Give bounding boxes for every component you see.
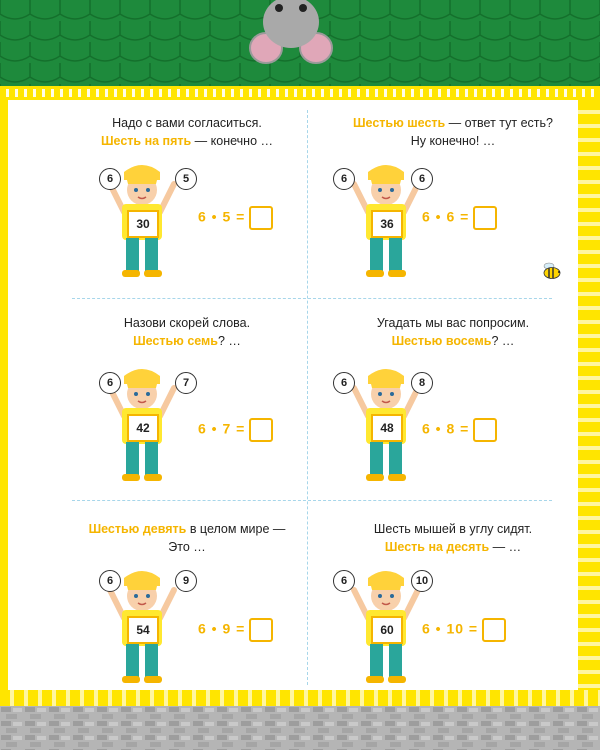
factor-left-badge: 6 bbox=[333, 168, 355, 190]
rhyme-rest: ? … bbox=[218, 334, 241, 348]
rhyme-line-2 bbox=[52, 134, 322, 148]
factor-right-badge: 5 bbox=[175, 168, 197, 190]
factor-right-badge: 9 bbox=[175, 570, 197, 592]
rhyme-line-1 bbox=[52, 522, 322, 536]
product-sign: 54 bbox=[127, 616, 159, 644]
product-sign: 60 bbox=[371, 616, 403, 644]
answer-box[interactable] bbox=[249, 418, 273, 442]
product-sign: 42 bbox=[127, 414, 159, 442]
answer-box[interactable] bbox=[473, 206, 497, 230]
answer-box[interactable] bbox=[482, 618, 506, 642]
equation-text: 6 • 10 = bbox=[422, 620, 479, 637]
equation-text: 6 • 8 = bbox=[422, 420, 470, 437]
answer-box[interactable] bbox=[473, 418, 497, 442]
problem-cell-4 bbox=[318, 312, 588, 512]
rhyme-highlight: Шестью восемь bbox=[391, 334, 492, 348]
equation-text: 6 • 9 = bbox=[198, 620, 246, 637]
factor-left-badge: 6 bbox=[333, 570, 355, 592]
factor-left-badge: 6 bbox=[333, 372, 355, 394]
rhyme-rest: — … bbox=[489, 540, 522, 554]
rhyme-line-1 bbox=[318, 116, 588, 130]
problem-cell-2 bbox=[318, 112, 588, 312]
mouse-icon bbox=[246, 0, 336, 66]
factor-left-badge: 6 bbox=[99, 372, 121, 394]
factor-right-badge: 10 bbox=[411, 570, 433, 592]
answer-box[interactable] bbox=[249, 206, 273, 230]
rhyme-line-2 bbox=[318, 540, 588, 554]
equation bbox=[422, 206, 497, 230]
frame-top-pattern bbox=[0, 89, 600, 97]
answer-box[interactable] bbox=[249, 618, 273, 642]
equation bbox=[198, 418, 273, 442]
factor-right-badge: 6 bbox=[411, 168, 433, 190]
rhyme-rest: — конечно … bbox=[191, 134, 273, 148]
problem-cell-6 bbox=[318, 518, 588, 718]
product-sign: 30 bbox=[127, 210, 159, 238]
equation bbox=[198, 206, 273, 230]
rhyme-line-2: Ну конечно! … bbox=[410, 134, 496, 148]
rhyme-highlight: Шестью девять bbox=[88, 522, 187, 536]
problem-cell-1 bbox=[52, 112, 322, 312]
rhyme-line-1: Надо с вами согласиться. bbox=[112, 116, 262, 130]
equation-text: 6 • 6 = bbox=[422, 208, 470, 225]
equation bbox=[198, 618, 273, 642]
rhyme-highlight: Шесть на десять bbox=[384, 540, 490, 554]
product-sign: 36 bbox=[371, 210, 403, 238]
rhyme-line-1: Шесть мышей в углу сидят. bbox=[373, 522, 533, 536]
rhyme-rest: — ответ тут есть? bbox=[445, 116, 553, 130]
factor-right-badge: 8 bbox=[411, 372, 433, 394]
problem-cell-5 bbox=[52, 518, 322, 718]
rhyme-line-1: Угадать мы вас попросим. bbox=[376, 316, 530, 330]
frame-left bbox=[0, 100, 8, 700]
equation-text: 6 • 5 = bbox=[198, 208, 246, 225]
factor-left-badge: 6 bbox=[99, 168, 121, 190]
rhyme-rest: ? … bbox=[491, 334, 515, 348]
equation-text: 6 • 7 = bbox=[198, 420, 246, 437]
rhyme-line-2 bbox=[318, 334, 588, 348]
rhyme-line-2: Это … bbox=[168, 540, 206, 554]
factor-right-badge: 7 bbox=[175, 372, 197, 394]
rhyme-highlight: Шестью семь bbox=[133, 334, 218, 348]
product-sign: 48 bbox=[371, 414, 403, 442]
rhyme-line-1: Назови скорей слова. bbox=[123, 316, 251, 330]
equation bbox=[422, 418, 497, 442]
rhyme-highlight: Шесть на пять bbox=[100, 134, 192, 148]
rhyme-rest: в целом мире — bbox=[186, 522, 286, 536]
rhyme-line-2 bbox=[52, 334, 322, 348]
problem-cell-3 bbox=[52, 312, 322, 512]
equation bbox=[422, 618, 506, 642]
factor-left-badge: 6 bbox=[99, 570, 121, 592]
rhyme-highlight: Шестью шесть bbox=[352, 116, 446, 130]
